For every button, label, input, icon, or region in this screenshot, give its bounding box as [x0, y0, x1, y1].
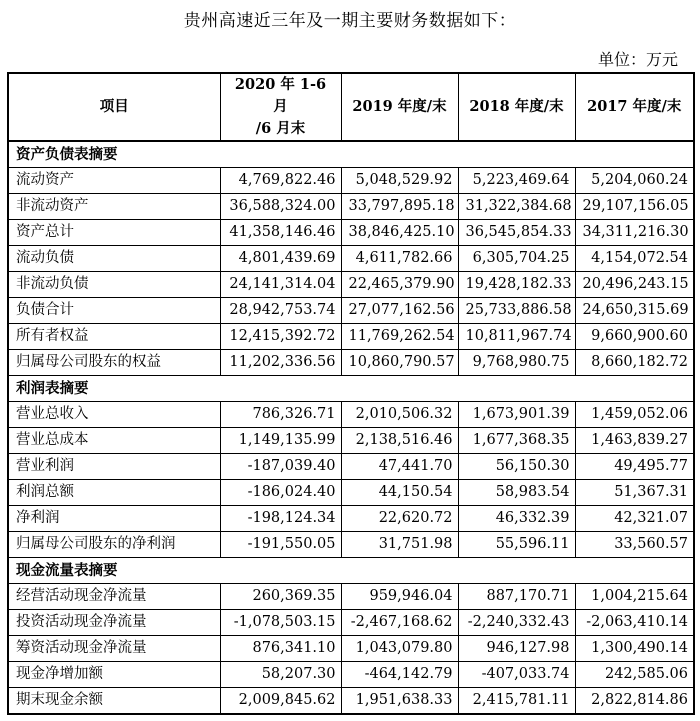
row-value: 2,138,516.46: [341, 428, 458, 454]
row-value: 786,326.71: [220, 402, 341, 428]
row-value: 946,127.98: [458, 636, 575, 662]
financial-data-table: [7, 72, 695, 715]
table-row: [8, 272, 694, 298]
row-label: 归属母公司股东的净利润: [8, 532, 220, 558]
row-value: 2,009,845.62: [220, 688, 341, 715]
row-value: 5,223,469.64: [458, 168, 575, 194]
table-header: [8, 73, 694, 141]
row-value: -464,142.79: [341, 662, 458, 688]
header-2019: 2019 年度/末: [341, 73, 458, 141]
row-label: 流动资产: [8, 168, 220, 194]
row-value: 31,751.98: [341, 532, 458, 558]
row-label: 营业总成本: [8, 428, 220, 454]
table-row: [8, 428, 694, 454]
row-value: 12,415,392.72: [220, 324, 341, 350]
row-value: 47,441.70: [341, 454, 458, 480]
table-row: [8, 532, 694, 558]
table-row: [8, 636, 694, 662]
row-value: -187,039.40: [220, 454, 341, 480]
header-2018: 2018 年度/末: [458, 73, 575, 141]
row-value: 42,321.07: [575, 506, 694, 532]
row-value: 4,801,439.69: [220, 246, 341, 272]
row-value: 38,846,425.10: [341, 220, 458, 246]
row-label: 非流动负债: [8, 272, 220, 298]
row-label: 非流动资产: [8, 194, 220, 220]
row-value: -2,467,168.62: [341, 610, 458, 636]
table-row: [8, 402, 694, 428]
row-label: 期末现金余额: [8, 688, 220, 715]
row-value: 4,769,822.46: [220, 168, 341, 194]
row-value: 33,560.57: [575, 532, 694, 558]
row-value: 22,620.72: [341, 506, 458, 532]
row-value: 1,149,135.99: [220, 428, 341, 454]
row-value: 4,611,782.66: [341, 246, 458, 272]
row-label: 利润总额: [8, 480, 220, 506]
row-value: 33,797,895.18: [341, 194, 458, 220]
row-value: 5,204,060.24: [575, 168, 694, 194]
row-label: 营业总收入: [8, 402, 220, 428]
row-value: -198,124.34: [220, 506, 341, 532]
row-value: 1,673,901.39: [458, 402, 575, 428]
row-label: 资产总计: [8, 220, 220, 246]
table-row: [8, 194, 694, 220]
row-label: 流动负债: [8, 246, 220, 272]
row-value: 44,150.54: [341, 480, 458, 506]
document-title: 贵州高速近三年及一期主要财务数据如下：: [183, 11, 517, 31]
row-value: 24,141,314.04: [220, 272, 341, 298]
row-value: 11,202,336.56: [220, 350, 341, 376]
row-value: 1,463,839.27: [575, 428, 694, 454]
row-value: 24,650,315.69: [575, 298, 694, 324]
row-value: 10,811,967.74: [458, 324, 575, 350]
row-value: 1,004,215.64: [575, 584, 694, 610]
row-label: 归属母公司股东的权益: [8, 350, 220, 376]
row-value: 1,677,368.35: [458, 428, 575, 454]
row-value: 8,660,182.72: [575, 350, 694, 376]
row-value: 46,332.39: [458, 506, 575, 532]
header-item: 项目: [8, 73, 220, 141]
table-row: [8, 298, 694, 324]
row-value: 4,154,072.54: [575, 246, 694, 272]
row-value: 49,495.77: [575, 454, 694, 480]
table-row: [8, 662, 694, 688]
row-value: 9,768,980.75: [458, 350, 575, 376]
row-value: 1,043,079.80: [341, 636, 458, 662]
table-row: [8, 688, 694, 715]
row-value: -191,550.05: [220, 532, 341, 558]
row-label: 投资活动现金净流量: [8, 610, 220, 636]
header-row: [8, 73, 694, 141]
section-title: 现金流量表摘要: [8, 558, 694, 584]
table-row: [8, 454, 694, 480]
row-value: -407,033.74: [458, 662, 575, 688]
row-label: 所有者权益: [8, 324, 220, 350]
row-value: 58,207.30: [220, 662, 341, 688]
row-value: 1,300,490.14: [575, 636, 694, 662]
row-value: 242,585.06: [575, 662, 694, 688]
row-value: 11,769,262.54: [341, 324, 458, 350]
row-value: 2,822,814.86: [575, 688, 694, 715]
row-value: -1,078,503.15: [220, 610, 341, 636]
row-value: 1,459,052.06: [575, 402, 694, 428]
row-value: 31,322,384.68: [458, 194, 575, 220]
row-value: 36,545,854.33: [458, 220, 575, 246]
row-value: -2,240,332.43: [458, 610, 575, 636]
row-value: 20,496,243.15: [575, 272, 694, 298]
table-row: [8, 610, 694, 636]
row-label: 净利润: [8, 506, 220, 532]
row-value: 34,311,216.30: [575, 220, 694, 246]
row-value: 5,048,529.92: [341, 168, 458, 194]
unit-label: 单位：万元: [597, 50, 678, 69]
table-row: [8, 324, 694, 350]
row-label: 现金净增加额: [8, 662, 220, 688]
row-value: 19,428,182.33: [458, 272, 575, 298]
row-value: 260,369.35: [220, 584, 341, 610]
row-label: 营业利润: [8, 454, 220, 480]
row-value: 28,942,753.74: [220, 298, 341, 324]
row-value: 2,415,781.11: [458, 688, 575, 715]
row-value: 6,305,704.25: [458, 246, 575, 272]
row-value: 1,951,638.33: [341, 688, 458, 715]
table-row: [8, 506, 694, 532]
table-row: [8, 220, 694, 246]
row-label: 经营活动现金净流量: [8, 584, 220, 610]
row-value: 41,358,146.46: [220, 220, 341, 246]
header-2020h1-text: 2020 年 1-6 月 /6 月末: [234, 76, 327, 137]
row-value: 959,946.04: [341, 584, 458, 610]
table-row: [8, 246, 694, 272]
section-title: 利润表摘要: [8, 376, 694, 402]
row-label: 筹资活动现金净流量: [8, 636, 220, 662]
row-value: 887,170.71: [458, 584, 575, 610]
row-value: -186,024.40: [220, 480, 341, 506]
row-value: 58,983.54: [458, 480, 575, 506]
section-title: 资产负债表摘要: [8, 141, 694, 168]
row-value: 876,341.10: [220, 636, 341, 662]
row-label: 负债合计: [8, 298, 220, 324]
row-value: 10,860,790.57: [341, 350, 458, 376]
header-2020h1: [220, 73, 341, 141]
row-value: 55,596.11: [458, 532, 575, 558]
row-value: 27,077,162.56: [341, 298, 458, 324]
table-row: [8, 350, 694, 376]
row-value: 36,588,324.00: [220, 194, 341, 220]
row-value: 56,150.30: [458, 454, 575, 480]
row-value: -2,063,410.14: [575, 610, 694, 636]
section-row: [8, 141, 694, 168]
row-value: 9,660,900.60: [575, 324, 694, 350]
header-2017: 2017 年度/末: [575, 73, 694, 141]
row-value: 51,367.31: [575, 480, 694, 506]
table-body: [8, 141, 694, 714]
table-row: [8, 168, 694, 194]
table-row: [8, 584, 694, 610]
section-row: [8, 376, 694, 402]
row-value: 25,733,886.58: [458, 298, 575, 324]
row-value: 2,010,506.32: [341, 402, 458, 428]
row-value: 22,465,379.90: [341, 272, 458, 298]
section-row: [8, 558, 694, 584]
row-value: 29,107,156.05: [575, 194, 694, 220]
table-row: [8, 480, 694, 506]
